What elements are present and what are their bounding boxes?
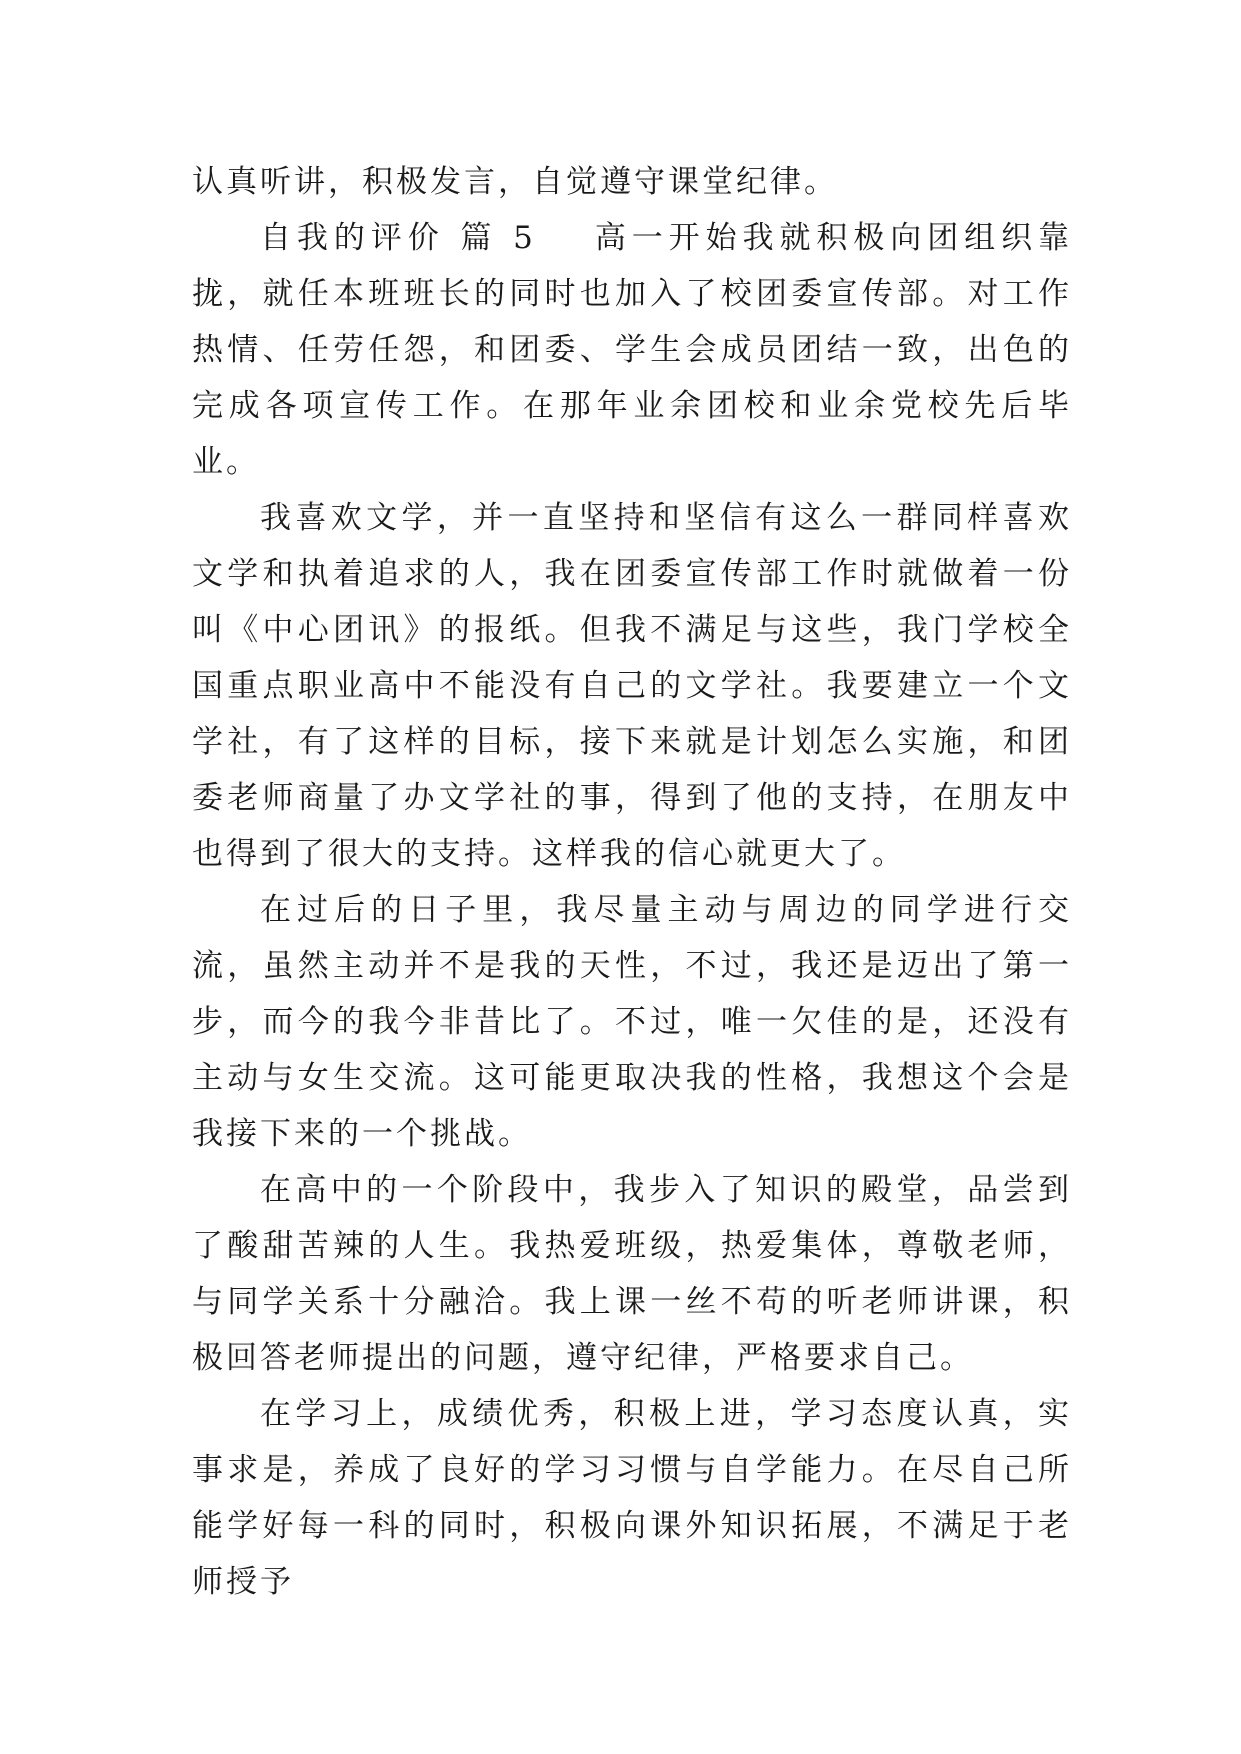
document-body: [192, 154, 1072, 1610]
paragraph-5-text: 在高中的一个阶段中，我步入了知识的殿堂，品尝到了酸甜苦辣的人生。我热爱班级，热爱集体，尊敬老师，与同学关系十分融洽。我上课一丝不苟的听老师讲课，积极回答老师提出的问题，遵守纪律，严格要求自己。: [192, 1172, 1072, 1376]
paragraph-6-text: 在学习上，成绩优秀，积极上进，学习态度认真，实事求是，养成了良好的学习习惯与自学能力。在尽自己所能学好每一科的同时，积极向课外知识拓展，不满足于老师授予: [192, 1396, 1072, 1600]
paragraph-2-text: 高一开始我就积极向团组织靠拢，就任本班班长的同时也加入了校团委宣传部。对工作热情、任劳任怨，和团委、学生会成员团结一致，出色的完成各项宣传工作。在那年业余团校和业余党校先后毕业。: [192, 220, 1072, 480]
paragraph-2: [192, 210, 1072, 490]
paragraph-3-text: 我喜欢文学，并一直坚持和坚信有这么一群同样喜欢文学和执着追求的人，我在团委宣传部工作时就做着一份叫《中心团讯》的报纸。但我不满足与这些，我门学校全国重点职业高中不能没有自己的文学社。我要建立一个文学社，有了这样的目标，接下来就是计划怎么实施，和团委老师商量了办文学社的事，得到了他的支持，在朋友中也得到了很大的支持。这样我的信心就更大了。: [192, 500, 1072, 872]
paragraph-4-text: 在过后的日子里，我尽量主动与周边的同学进行交流，虽然主动并不是我的天性，不过，我还是迈出了第一步，而今的我今非昔比了。不过，唯一欠佳的是，还没有主动与女生交流。这可能更取决我的性格，我想这个会是我接下来的一个挑战。: [192, 892, 1072, 1152]
paragraph-1: [192, 154, 1072, 210]
paragraph-3: [192, 490, 1072, 882]
paragraph-5: [192, 1162, 1072, 1386]
paragraph-4: [192, 882, 1072, 1162]
paragraph-6: [192, 1386, 1072, 1610]
section-heading: 自我的评价 篇 5: [260, 220, 536, 256]
paragraph-1-text: 认真听讲，积极发言，自觉遵守课堂纪律。: [192, 164, 838, 200]
